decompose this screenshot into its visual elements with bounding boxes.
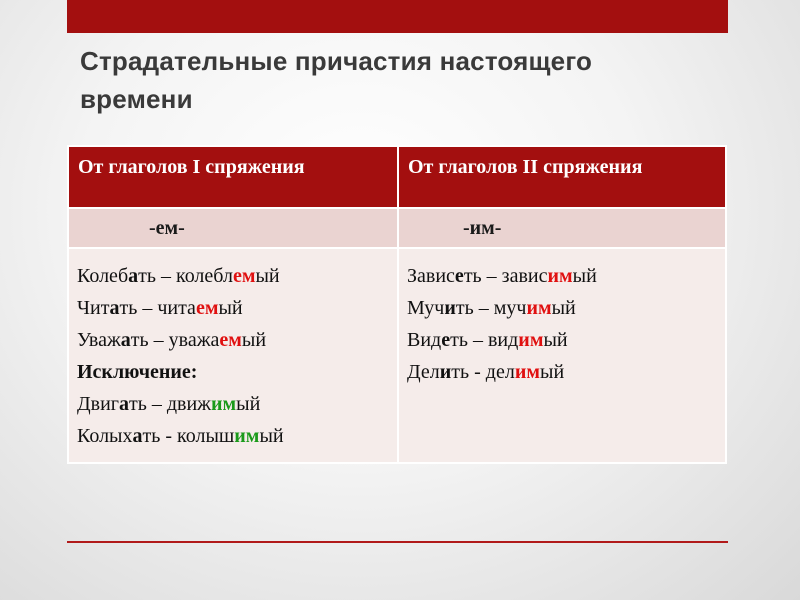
- examples-row: [68, 248, 726, 463]
- title-line-1: Страдательные причастия настоящего: [80, 46, 593, 76]
- exception-label: Исключение:: [77, 361, 198, 383]
- suffix-cell-1: [68, 208, 398, 248]
- examples-conjugation-2: [398, 248, 726, 463]
- list-item: Зависеть – зависимый: [407, 265, 597, 287]
- suffix-cell-2: [398, 208, 726, 248]
- list-item: Колыхать - колышимый: [77, 425, 284, 447]
- slide-title: [80, 42, 720, 118]
- bottom-divider: [67, 541, 728, 543]
- suffix-row: [68, 208, 726, 248]
- examples-conjugation-1: [68, 248, 398, 463]
- list-item: Делить - делимый: [407, 361, 565, 383]
- list-item: Колебать – колеблемый: [77, 265, 280, 287]
- list-item: Двигать – движимый: [77, 393, 261, 415]
- top-accent-bar: [67, 0, 728, 33]
- list-item: Видеть – видимый: [407, 329, 568, 351]
- header-conjugation-2: От глаголов II спряжения: [398, 146, 726, 208]
- header-conjugation-1: От глаголов I спряжения: [68, 146, 398, 208]
- table-header-row: [68, 146, 726, 208]
- suffix-im: -им-: [463, 217, 502, 239]
- list-item: Мучить – мучимый: [407, 297, 576, 319]
- list-item: Уважать – уважаемый: [77, 329, 267, 351]
- title-line-2: времени: [80, 84, 193, 114]
- list-item: Читать – читаемый: [77, 297, 243, 319]
- conjugation-table: [67, 145, 727, 464]
- suffix-em: -ем-: [149, 217, 185, 239]
